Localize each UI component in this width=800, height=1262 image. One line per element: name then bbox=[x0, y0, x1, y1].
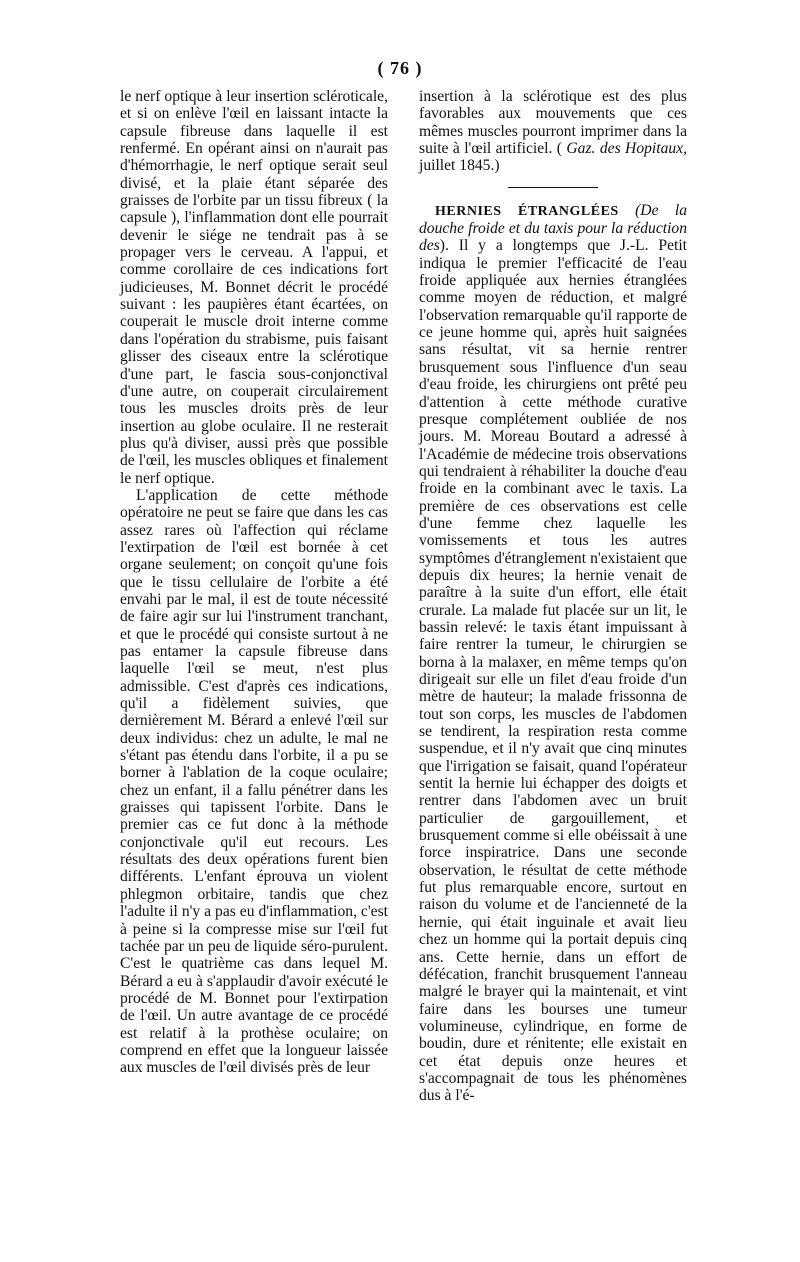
left-column bbox=[120, 88, 388, 1077]
page-number: ( 76 ) bbox=[377, 58, 423, 78]
right-paragraph-2 bbox=[419, 202, 687, 1105]
right-paragraph-1 bbox=[419, 88, 687, 175]
section-subtitle: (De la douche froide et du taxis pour la réduction des bbox=[419, 201, 688, 255]
source-date: juillet 1845.) bbox=[419, 157, 500, 175]
right-p1-text: insertion à la sclérotique est des plus favorables aux mouvements que ces mêmes muscles pourront imprimer dans la suite à l'œil artificiel. ( bbox=[419, 88, 687, 158]
left-paragraph-1: le nerf optique à leur insertion scléroticale, et si on enlève l'œil en laissant intacte la capsule fibreuse dans laquelle il est renfermé. En opérant ainsi on n'aurait pas d'hémorrhagie, le nerf optique serait seul divisé, et la plaie étant séparée des graisses de l'orbite par un tissu fibreux ( la capsule ), l'inflammation dont elle pourrait devenir le siége ne tendrait pas à se propager vers le cerveau. A l'appui, et comme corollaire de ces indications fort judicieuses, M. Bonnet décrit le procédé suivant : les paupières étant écartées, on couperait le muscle droit interne comme dans l'opération du strabisme, puis faisant glisser des ciseaux entre la sclérotique d'une part, le fascia sous-conjonctival d'une autre, on couperait circulairement tous les muscles droits près de leur insertion au globe oculaire. Il ne resterait plus qu'à diviser, aussi près que possible de l'œil, les muscles obliques et finalement le nerf optique. bbox=[120, 88, 388, 487]
right-p2-text: ). Il y a longtemps que J.-L. Petit indiqua le premier l'efficacité de l'eau froide appliquée aux hernies étranglées comme moyen de réduction, et malgré l'observation remarquable qu'il rapporte de ce jeune homme qui, après huit saignées sans résultat, vit sa hernie rentrer brusquement sous l'influence d'un seau d'eau froide, les chirurgiens ont prêté peu d'attention à cette méthode curative presque complétement oubliée de nos jours. M. Moreau Boutard a adressé à l'Académie de médecine trois observations qui tendraient à réhabiliter la douche d'eau froide en la combinant avec le taxis. La première de ces observations est celle d'une femme chez laquelle les vomissements et tous les autres symptômes d'étranglement n'existaient que depuis dix heures; la hernie venait de paraître à la suite d'un effort, elle était crurale. La malade fut placée sur un lit, le bassin relevé: le taxis étant impuissant à faire rentrer la tumeur, le chirurgien se borna à la malaxer, en même temps qu'on dirigeait sur elle un filet d'eau froide d'un mètre de hauteur; la malade frissonna de tout son corps, les muscles de l'abdomen se tendirent, la respiration resta comme suspendue, et il n'y avait que cinq minutes que l'irrigation se faisait, quand l'opérateur sentit la hernie lui échapper des doigts et rentrer dans l'abdomen avec un bruit particulier de gargouillement, et brusquement comme si elle obéissait à une force inspiratrice. Dans une seconde observation, le résultat de cette méthode fut plus remarquable encore, surtout en raison du volume et de l'ancienneté de la hernie, qui était inguinale et avait lieu chez un homme qui la portait depuis cinq ans. Cette hernie, dans un effort de défécation, franchit brusquement l'anneau malgré le brayer qui la maintenait, et vint faire dans les bourses une tumeur volumineuse, cylindrique, en forme de boudin, dure et rénitente; elle existait en cet état depuis onze heures et s'accompagnait de tous les phénomènes dus à l'é- bbox=[419, 237, 687, 1105]
left-paragraph-2: L'application de cette méthode opératoire ne peut se faire que dans les cas assez rares où l'affection qui réclame l'extirpation de l'œil est bornée à cet organe seulement; on conçoit qu'une fois que le tissu cellulaire de l'orbite a été envahi par le mal, il est de toute nécessité de faire agir sur lui l'instrument tranchant, et que le procédé qui consiste surtout à ne pas entamer la capsule fibreuse dans laquelle l'œil se meut, n'est plus admissible. C'est d'après ces indications, qu'il a fidèlement suivies, que dernièrement M. Bérard a enlevé l'œil sur deux individus: chez un adulte, le mal ne s'étant pas étendu dans l'orbite, il a pu se borner à l'ablation de la coque oculaire; chez un enfant, il a fallu pénétrer dans les graisses qui tapissent l'orbite. Dans le premier cas ce fut donc à la méthode conjonctivale qu'il eut recours. Les résultats des deux opérations furent bien différents. L'enfant éprouva un violent phlegmon orbitaire, tandis que chez l'adulte il n'y a pas eu d'inflammation, c'est à peine si la compresse mise sur l'œil fut tachée par un peu de liquide séro-purulent. C'est le quatrième cas dans lequel M. Bérard a eu à s'applaudir d'avoir exécuté le procédé de M. Bonnet pour l'extirpation de l'œil. Un autre avantage de ce procédé est relatif à la prothèse oculaire; on comprend en effet que la longueur laissée aux muscles de l'œil divisés près de leur bbox=[120, 486, 388, 1077]
right-column bbox=[419, 88, 687, 1105]
source-citation: Gaz. des Hopitaux, bbox=[566, 140, 687, 158]
section-divider bbox=[508, 187, 598, 188]
section-heading: HERNIES ÉTRANGLÉES bbox=[435, 203, 619, 219]
